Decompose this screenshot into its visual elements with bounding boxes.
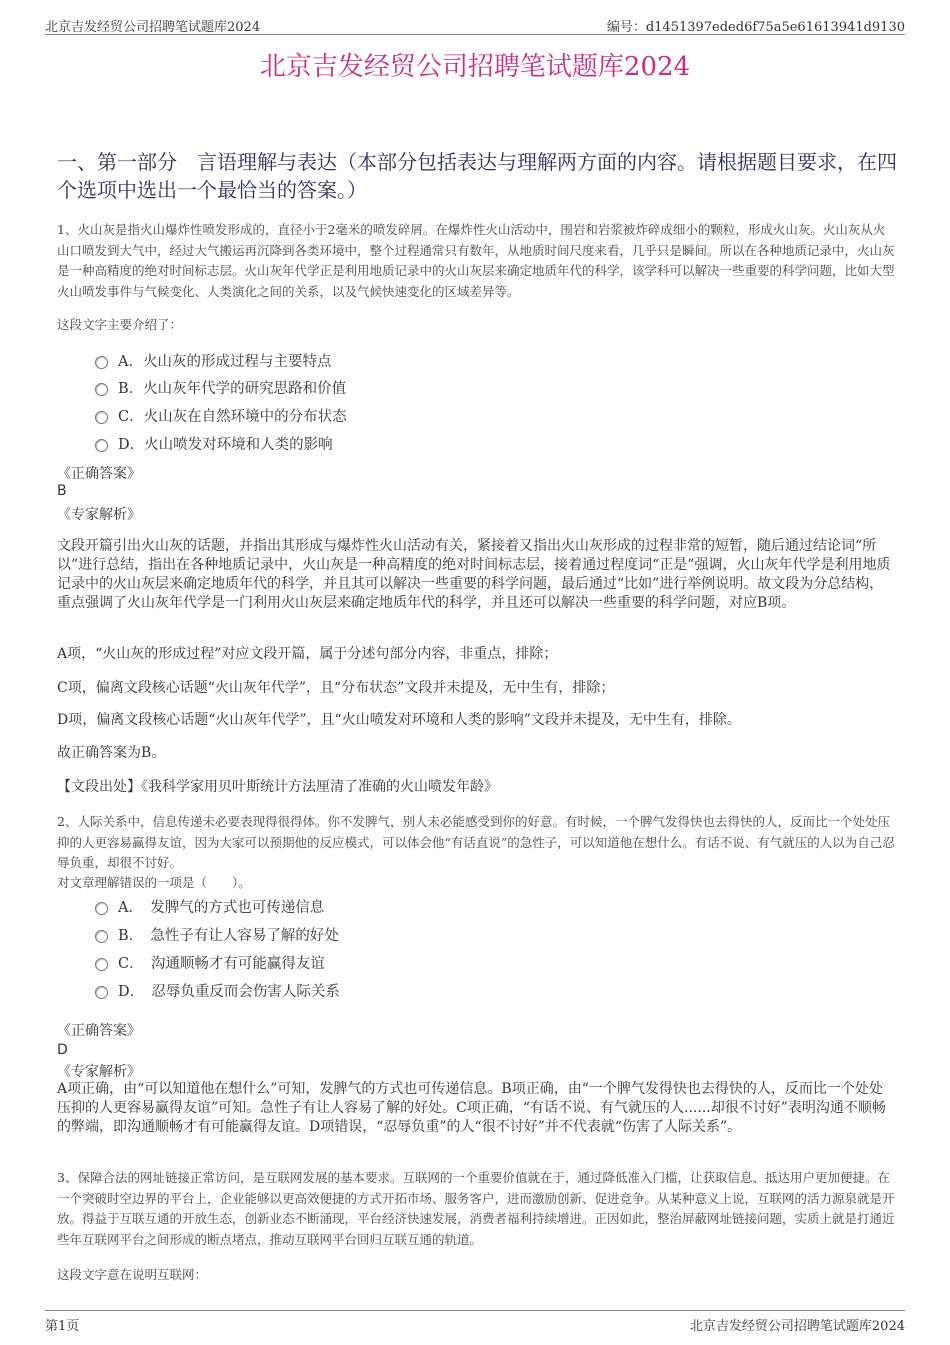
q2-answer-label: 《正确答案》 — [57, 1023, 141, 1039]
q1-stem: 这段文字主要介绍了： — [57, 317, 183, 332]
q1-option-c[interactable] — [95, 405, 347, 426]
header-doc-id: 编号：d1451397eded6f75a5e61613941d9130 — [606, 20, 905, 35]
q3-passage: 3、保障合法的网址链接正常访问，是互联网发展的基本要求。互联网的一个重要价值就在于，通过降低准入门槛，让获取信息、抵达用户更加便捷。在一个突破时空边界的平台上，企业能够以更高效便捷的方式开拓市场、服务客户，进而激励创新、促进竞争。从某种意义上说，互联网的活力源泉就是开放。得益于互联互通的开放生态，创新业态不断涌现，平台经济快速发展，消费者福利持续增进。正因如此，整治屏蔽网址链接问题，实质上就是打通近些年互联网平台之间形成的断点堵点，推动互联网平台回归互联互通的轨道。 — [57, 1170, 895, 1247]
q1-answer: B — [57, 483, 67, 499]
q1-option-b-label: B．火山灰年代学的研究思路和价值 — [118, 381, 347, 397]
q2-passage: 2、人际关系中，信息传递未必要表现得很得体。你不发脾气，别人未必能感受到你的好意。有时候，一个脾气发得快也去得快的人，反而比一个处处压抑的人更容易赢得友谊，因为大家可以预期他的反应模式，可以体会他“有话直说”的急性子，可以知道他在想什么。有话不说、有气就压的人以为自己忍辱负重，却很不讨好。 — [57, 814, 895, 870]
radio-icon[interactable] — [95, 356, 108, 369]
header-doc-title: 北京吉发经贸公司招聘笔试题库2024 — [45, 20, 261, 35]
q1-option-d[interactable] — [95, 433, 333, 454]
q2-answer: D — [57, 1042, 68, 1058]
q2-analysis-label: 《专家解析》 — [57, 1064, 141, 1080]
q2-analysis: A项正确，由“可以知道他在想什么”可知，发脾气的方式也可传递信息。B项正确，由“一个脾气发得快也去得快的人，反而比一个处处压抑的人更容易赢得友谊”可知。急性子有让人容易了解的好处。C项正确，“有话不说、有气就压的人......却很不讨好”表明沟通不顺畅的弊端，即沟通顺畅才有可能赢得友谊。D项错误，“忍辱负重”的人“很不讨好”并不代表就“伤害了人际关系”。 — [57, 1081, 886, 1135]
page-footer — [45, 1310, 905, 1334]
q1-analysis-conclusion: 故正确答案为B。 — [57, 745, 166, 761]
radio-icon[interactable] — [95, 986, 108, 999]
q1-analysis-main: 文段开篇引出火山灰的话题，并指出其形成与爆炸性火山活动有关，紧接着又指出火山灰形成的过程非常的短暂，随后通过结论词“所以”进行总结，指出在各种地质记录中，火山灰是一种高精度的绝对时间标志层，接着通过程度词“正是”强调，火山灰年代学是利用地质记录中的火山灰层来确定地质年代的科学，并且其可以解决一些重要的科学问题，最后通过“比如”进行举例说明。故文段为分总结构，重点强调了火山灰年代学是一门利用火山灰层来确定地质年代的科学，并且还可以解决一些重要的科学问题，对应B项。 — [57, 538, 891, 611]
q1-analysis-a: A项，“火山灰的形成过程”对应文段开篇，属于分述句部分内容，非重点，排除； — [57, 646, 558, 662]
q2-option-c[interactable] — [95, 952, 325, 973]
footer-page-number: 第1页 — [45, 1319, 80, 1334]
q3-stem: 这段文字意在说明互联网： — [57, 1267, 208, 1282]
radio-icon[interactable] — [95, 930, 108, 943]
radio-icon[interactable] — [95, 411, 108, 424]
q1-analysis-d: D项，偏离文段核心话题“火山灰年代学”，且“火山喷发对环境和人类的影响”文段并未提及，无中生有，排除。 — [57, 712, 741, 728]
q1-option-d-label: D．火山喷发对环境和人类的影响 — [118, 437, 333, 453]
q2-option-a-label: A． 发脾气的方式也可传递信息 — [118, 900, 325, 916]
page-title: 北京吉发经贸公司招聘笔试题库2024 — [259, 52, 691, 82]
q2-option-d-label: D． 忍辱负重反而会伤害人际关系 — [118, 984, 340, 1000]
q2-option-c-label: C． 沟通顺畅才有可能赢得友谊 — [118, 956, 325, 972]
page-header — [45, 14, 905, 35]
q2-option-b-label: B． 急性子有让人容易了解的好处 — [118, 928, 339, 944]
q1-analysis-label: 《专家解析》 — [57, 507, 141, 523]
q1-source: 【文段出处】《我科学家用贝叶斯统计方法厘清了准确的火山喷发年龄》 — [57, 779, 498, 795]
radio-icon[interactable] — [95, 902, 108, 915]
radio-icon[interactable] — [95, 439, 108, 452]
q1-option-a[interactable] — [95, 350, 331, 371]
radio-icon[interactable] — [95, 383, 108, 396]
q2-stem: 对文章理解错误的一项是（ ）。 — [57, 875, 251, 890]
q2-option-b[interactable] — [95, 924, 339, 945]
q2-option-d[interactable] — [95, 980, 340, 1001]
footer-doc-title: 北京吉发经贸公司招聘笔试题库2024 — [689, 1319, 905, 1334]
radio-icon[interactable] — [95, 958, 108, 971]
q1-passage: 1、火山灰是指火山爆炸性喷发形成的，直径小于2毫米的喷发碎屑。在爆炸性火山活动中，围岩和岩浆被炸碎成细小的颗粒，形成火山灰。火山灰从火山口喷发到大气中，经过大气搬运再沉降到各类环境中，整个过程通常只有数年，从地质时间尺度来看，几乎只是瞬间。所以在各种地质记录中，火山灰是一种高精度的绝对时间标志层。火山灰年代学正是利用地质记录中的火山灰层来确定地质年代的科学，该学科可以解决一些重要的科学问题，比如大型火山喷发事件与气候变化、人类演化之间的关系，以及气候快速变化的区域差异等。 — [57, 222, 895, 299]
q1-option-a-label: A．火山灰的形成过程与主要特点 — [118, 354, 332, 370]
section-heading: 一、第一部分 言语理解与表达（本部分包括表达与理解两方面的内容。请根据题目要求，在四个选项中选出一个最恰当的答案。） — [57, 150, 897, 202]
q1-option-c-label: C．火山灰在自然环境中的分布状态 — [118, 409, 347, 425]
q1-option-b[interactable] — [95, 377, 346, 398]
q1-analysis-c: C项，偏离文段核心话题“火山灰年代学”，且“分布状态”文段并未提及，无中生有，排除； — [57, 680, 615, 696]
q2-option-a[interactable] — [95, 896, 324, 917]
q1-answer-label: 《正确答案》 — [57, 466, 141, 482]
